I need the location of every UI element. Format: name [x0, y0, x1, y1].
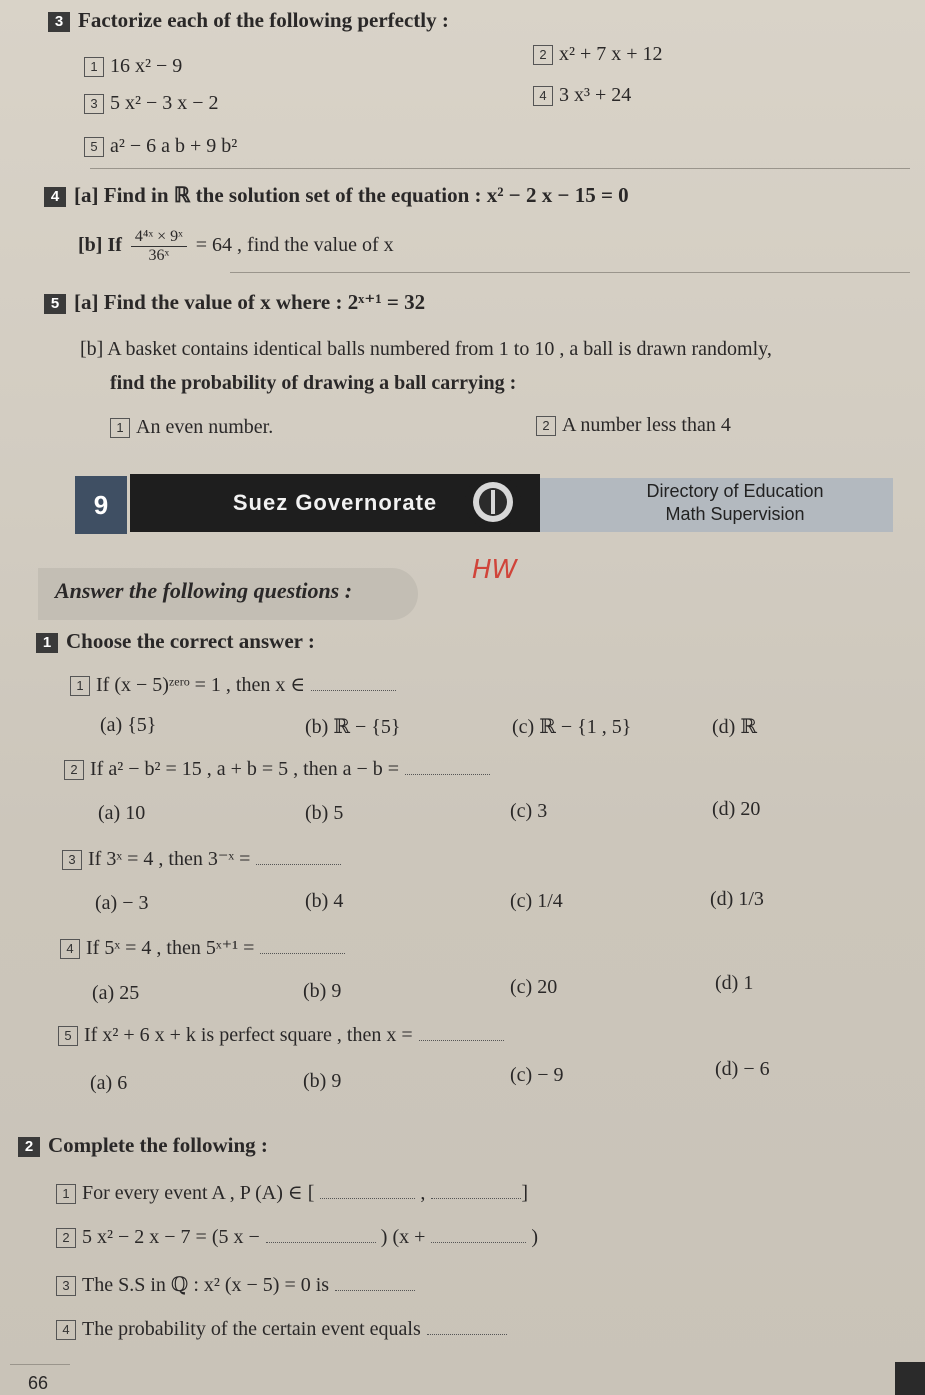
- corner-shadow: [895, 1362, 925, 1395]
- s1-q5-opt-d[interactable]: (d) − 6: [715, 1058, 770, 1080]
- blank-input[interactable]: [320, 1198, 415, 1199]
- s2-item-1: 1 For every event A , P (A) ∈ [ , ]: [56, 1180, 528, 1205]
- s1-q4-opt-d[interactable]: (d) 1: [715, 972, 754, 994]
- s1-q2-opt-a[interactable]: (a) 10: [98, 802, 146, 824]
- exam-banner: [75, 470, 893, 534]
- s1-q3-opt-d[interactable]: (d) 1/3: [710, 888, 764, 910]
- s1-q2-opt-b[interactable]: (b) 5: [305, 802, 344, 824]
- q5-option-1: 1 An even number.: [110, 416, 273, 439]
- divider: [90, 168, 910, 169]
- s1-heading: 1 Choose the correct answer :: [36, 629, 315, 654]
- s1-question-1: 1 If (x − 5)ᶻᵉʳᵒ = 1 , then x ∈: [70, 672, 396, 697]
- q5-option-2: 2 A number less than 4: [536, 414, 731, 437]
- q5-part-b-line1: [b] A basket contains identical balls numbered from 1 to 10 , a ball is drawn randomly,: [80, 338, 772, 360]
- s1-q1-opt-d[interactable]: (d) ℝ: [712, 716, 757, 738]
- s1-q1-opt-b[interactable]: (b) ℝ − {5}: [305, 716, 401, 738]
- s1-question-5: 5 If x² + 6 x + k is perfect square , then x =: [58, 1024, 504, 1047]
- q4-part-b: [b] If $\frac{\text{4⁴ˣ × 9ˣ}}{\text{36ˣ}}$ = 64 , find the value of x: [78, 228, 394, 264]
- blank-input[interactable]: [266, 1242, 376, 1243]
- exam-number: 9: [75, 476, 127, 534]
- answer-heading: Answer the following questions :: [55, 578, 353, 603]
- q3-item-1: 1 16 x² − 9: [84, 55, 182, 78]
- gear-logo-icon: [458, 470, 528, 534]
- s1-q3-opt-b[interactable]: (b) 4: [305, 890, 344, 912]
- s1-q5-opt-a[interactable]: (a) 6: [90, 1072, 128, 1094]
- s2-heading: 2 Complete the following :: [18, 1133, 268, 1158]
- governorate-title: Suez Governorate: [130, 474, 540, 532]
- q4-part-a: 4 [a] Find in ℝ the solution set of the equation : x² − 2 x − 15 = 0: [44, 183, 629, 208]
- q5-part-b-line2: find the probability of drawing a ball carrying :: [110, 372, 517, 394]
- s2-item-3: 3 The S.S in ℚ : x² (x − 5) = 0 is: [56, 1272, 415, 1297]
- s1-q4-opt-b[interactable]: (b) 9: [303, 980, 342, 1002]
- divider: [230, 272, 910, 273]
- s1-q3-opt-c[interactable]: (c) 1/4: [510, 890, 563, 912]
- s1-q3-opt-a[interactable]: (a) − 3: [95, 892, 149, 914]
- q3-item-2: 2 x² + 7 x + 12: [533, 43, 663, 66]
- blank-input[interactable]: [431, 1198, 521, 1199]
- s1-question-2: 2 If a² − b² = 15 , a + b = 5 , then a − b =: [64, 758, 490, 781]
- s1-q1-opt-c[interactable]: (c) ℝ − {1 , 5}: [512, 716, 632, 738]
- blank-input[interactable]: [427, 1334, 507, 1335]
- fraction: $\frac{\text{4⁴ˣ × 9ˣ}}{\text{36ˣ}}$: [131, 228, 187, 265]
- directory-text: Directory of Education Math Supervision: [646, 481, 824, 524]
- s1-q2-opt-c[interactable]: (c) 3: [510, 800, 548, 822]
- s2-item-2: 2 5 x² − 2 x − 7 = (5 x − ) (x + ): [56, 1226, 538, 1249]
- handwritten-note: HW: [472, 555, 518, 585]
- q3-title: Factorize each of the following perfectly :: [78, 8, 449, 32]
- s1-q4-opt-c[interactable]: (c) 20: [510, 976, 558, 998]
- s1-q4-opt-a[interactable]: (a) 25: [92, 982, 140, 1004]
- blank-input[interactable]: [431, 1242, 526, 1243]
- q3-heading: [48, 8, 449, 33]
- s1-q1-opt-a[interactable]: (a) {5}: [100, 714, 157, 736]
- page-number: 66: [28, 1373, 49, 1393]
- s1-q2-opt-d[interactable]: (d) 20: [712, 798, 761, 820]
- q3-item-3: 3 5 x² − 3 x − 2: [84, 92, 219, 115]
- q3-item-4: 4 3 x³ + 24: [533, 84, 631, 107]
- q3-number: 3: [48, 12, 70, 32]
- blank-input[interactable]: [335, 1290, 415, 1291]
- s1-q5-opt-b[interactable]: (b) 9: [303, 1070, 342, 1092]
- q5-part-a: 5 [a] Find the value of x where : 2ˣ⁺¹ = 32: [44, 289, 425, 315]
- s1-question-3: 3 If 3ˣ = 4 , then 3⁻ˣ =: [62, 846, 341, 871]
- q3-item-5: 5 a² − 6 a b + 9 b²: [84, 135, 237, 158]
- footer-rule: [10, 1364, 70, 1365]
- s1-question-4: 4 If 5ˣ = 4 , then 5ˣ⁺¹ =: [60, 935, 345, 960]
- s2-item-4: 4 The probability of the certain event equals: [56, 1318, 507, 1341]
- s1-q5-opt-c[interactable]: (c) − 9: [510, 1064, 564, 1086]
